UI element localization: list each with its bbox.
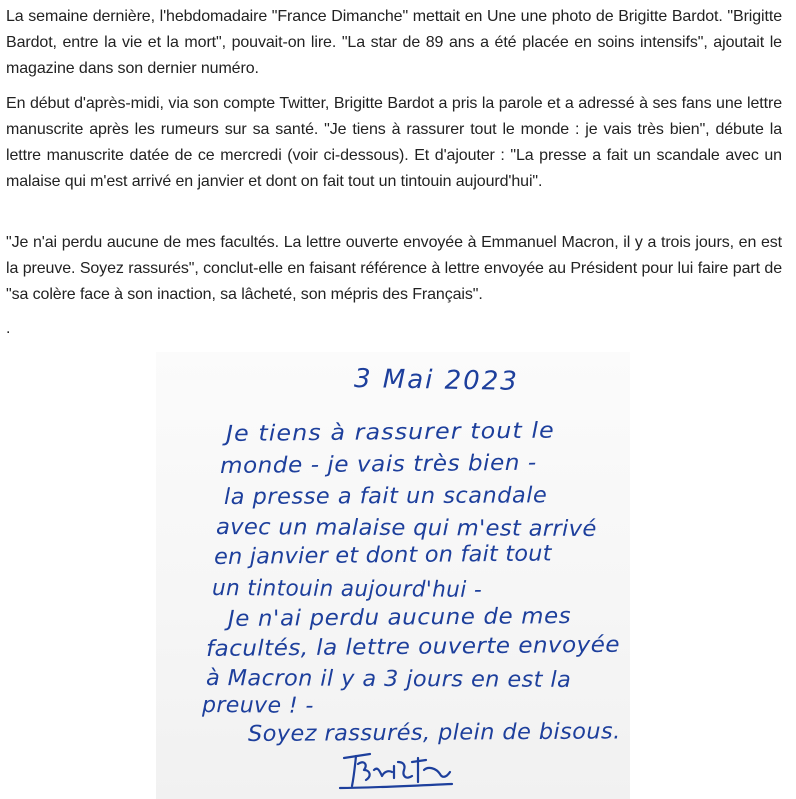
separator-dot: . [6, 320, 11, 337]
letter-line: monde - je vais très bien - [219, 450, 537, 479]
letter-line: Je n'ai perdu aucune de mes [227, 604, 572, 632]
paragraph-twitter-letter: En début d'après-midi, via son compte Twitter, Brigitte Bardot a pris la parole et a adressé à ses fans une lettre manuscrite après les rumeurs sur sa santé. "Je tiens à rassurer tout le monde : je vais très bien", débute la lettre manuscrite datée de ce mercredi (voir ci-dessous). Et d'ajouter : "La presse a fait un scandale avec un malaise qui m'est arrivé en janvier et dont on fait tout un tintouin aujourd'hui". [6, 95, 782, 190]
letter-line: preuve ! - [201, 693, 314, 719]
letter-line: Je tiens à rassurer tout le [225, 418, 555, 447]
paragraph-facultes: "Je n'ai perdu aucune de mes facultés. La lettre ouverte envoyée à Emmanuel Macron, il y a trois jours, en est la preuve. Soyez rassurés", conclut-elle en faisant référence à lettre envoyée au Président pour lui faire part de "sa colère face à son inaction, sa lâcheté, son mépris des Français". [6, 234, 782, 303]
letter-line: Soyez rassurés, plein de bisous. [247, 719, 621, 747]
handwritten-letter-image [156, 352, 630, 799]
letter-date: 3 Mai 2023 [353, 364, 520, 397]
letter-line: la presse a fait un scandale [223, 483, 548, 510]
letter-line: un tintouin aujourd'hui - [211, 576, 483, 603]
letter-line: facultés, la lettre ouverte envoyée [205, 632, 621, 662]
letter-line: à Macron il y a 3 jours en est la [205, 666, 572, 693]
letter-line: en janvier et dont on fait tout [213, 541, 552, 570]
letter-line: avec un malaise qui m'est arrivé [215, 515, 597, 542]
signature-icon [156, 352, 630, 799]
paragraph-france-dimanche: La semaine dernière, l'hebdomadaire "France Dimanche" mettait en Une une photo de Brigitte Bardot. "Brigitte Bardot, entre la vie et la mort", pouvait-on lire. "La star de 89 ans a été placée en soins intensifs", ajoutait le magazine dans son dernier numéro. [6, 8, 782, 77]
